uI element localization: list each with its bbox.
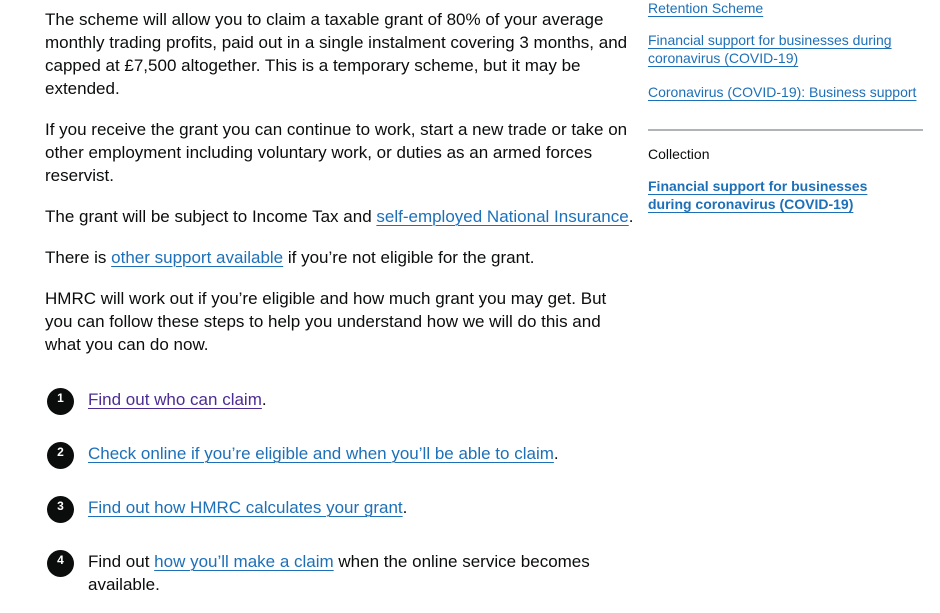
step-list <box>45 385 635 601</box>
other-support-text: There is <box>45 248 112 267</box>
step-text-after: . <box>402 498 408 517</box>
make-a-claim-link[interactable]: how you’ll make a claim <box>154 552 334 571</box>
step-text-after: when the online service becomes available. <box>88 552 590 594</box>
main-content <box>45 8 635 374</box>
step-text <box>88 388 628 411</box>
self-employed-ni-link[interactable]: self-employed National Insurance <box>376 207 629 226</box>
hmrc-steps-intro: HMRC will work out if you’re eligible and how much grant you may get. But you can follow these steps to help you understand how we will do this and what you can do now. <box>45 289 607 354</box>
step-number-circle: 1 <box>47 388 74 415</box>
continue-work-paragraph: If you receive the grant you can continue to work, start a new trade or take on other employment including voluntary work, or duties as an armed forces reservist. <box>45 120 628 185</box>
find-out-who-can-claim-link[interactable]: Find out who can claim <box>88 390 262 409</box>
other-support-end: if you’re not eligible for the grant. <box>283 248 535 267</box>
step-item <box>45 439 635 493</box>
related-link-business-support[interactable]: Coronavirus (COVID-19): Business support <box>648 84 917 100</box>
step-text <box>88 550 628 596</box>
collection-heading: Collection <box>648 146 710 162</box>
tax-paragraph <box>45 205 635 228</box>
step-number-circle: 2 <box>47 442 74 469</box>
step-text <box>88 496 628 519</box>
check-eligibility-link[interactable]: Check online if you’re eligible and when you’ll be able to claim <box>88 444 554 463</box>
step-number-circle: 3 <box>47 496 74 523</box>
other-support-link[interactable]: other support available <box>111 248 284 267</box>
step-text-after: . <box>261 390 267 409</box>
related-link-financial-support[interactable]: Financial support for businesses during coronavirus (COVID-19) <box>648 32 892 66</box>
other-support-paragraph <box>45 246 635 269</box>
step-number-circle: 4 <box>47 550 74 577</box>
step-item <box>45 547 635 601</box>
tax-paragraph-end: . <box>628 207 634 226</box>
step-text <box>88 442 628 465</box>
related-link-retention-scheme[interactable]: Retention Scheme <box>648 0 764 16</box>
step-text-after: . <box>553 444 559 463</box>
scheme-description: The scheme will allow you to claim a taxable grant of 80% of your average monthly trading profits, paid out in a single instalment covering 3 months, and capped at £7,500 altogether. This is a temporary scheme, but it may be extended. <box>45 10 628 98</box>
step-item <box>45 493 635 547</box>
step-item <box>45 385 635 439</box>
step-text-before: Find out <box>88 552 155 571</box>
hmrc-calculates-grant-link[interactable]: Find out how HMRC calculates your grant <box>88 498 403 517</box>
collection-link-financial-support[interactable]: Financial support for businesses during coronavirus (COVID-19) <box>648 178 868 212</box>
sidebar-divider <box>648 129 923 131</box>
tax-paragraph-text: The grant will be subject to Income Tax and <box>45 207 377 226</box>
